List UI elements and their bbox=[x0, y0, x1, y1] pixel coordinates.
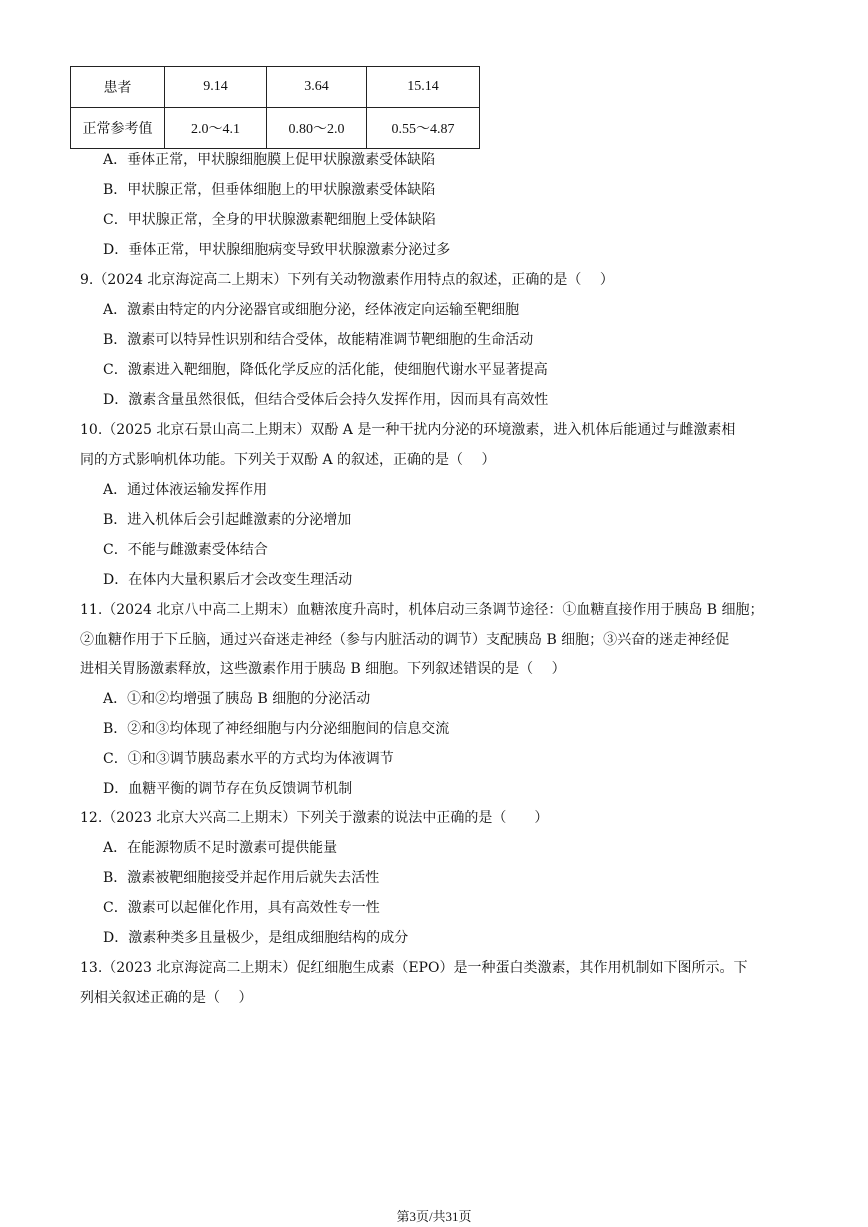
q12-option-a: A．在能源物质不足时激素可提供能量 bbox=[103, 840, 338, 856]
q10-option-a: A．通过体液运输发挥作用 bbox=[103, 482, 268, 498]
q12-option-d: D．激素种类多且量极少，是组成细胞结构的成分 bbox=[103, 930, 409, 946]
q13-stem-line-2: 列相关叙述正确的是（ ） bbox=[80, 990, 253, 1006]
q8-option-c: C．甲状腺正常，全身的甲状腺激素靶细胞上受体缺陷 bbox=[103, 212, 436, 228]
q10-option-b: B．进入机体后会引起雌激素的分泌增加 bbox=[103, 512, 352, 528]
q9-option-d: D．激素含量虽然很低，但结合受体后会持久发挥作用，因而具有高效性 bbox=[103, 392, 549, 408]
table-cell: 0.55～4.87 bbox=[367, 108, 480, 149]
table-cell: 0.80～2.0 bbox=[267, 108, 367, 149]
table-cell: 15.14 bbox=[367, 67, 480, 108]
table-cell: 9.14 bbox=[165, 67, 267, 108]
q11-option-c: C．①和③调节胰岛素水平的方式均为体液调节 bbox=[103, 751, 394, 767]
q9-option-b: B．激素可以特异性识别和结合受体，故能精准调节靶细胞的生命活动 bbox=[103, 332, 534, 348]
q9-option-a: A．激素由特定的内分泌器官或细胞分泌，经体液定向运输至靶细胞 bbox=[103, 302, 520, 318]
q11-stem-line-1: 11.（2024 北京八中高二上期末）血糖浓度升高时，机体启动三条调节途径：①血糖直接作用于胰岛 B 细胞； bbox=[80, 602, 764, 618]
q11-option-b: B．②和③均体现了神经细胞与内分泌细胞间的信息交流 bbox=[103, 721, 450, 737]
q8-option-a: A．垂体正常，甲状腺细胞膜上促甲状腺激素受体缺陷 bbox=[103, 152, 436, 168]
q11-stem-line-3: 进相关胃肠激素释放，这些激素作用于胰岛 B 细胞。下列叙述错误的是（ ） bbox=[80, 661, 566, 677]
q8-option-d: D．垂体正常，甲状腺细胞病变导致甲状腺激素分泌过多 bbox=[103, 242, 451, 258]
q10-option-d: D．在体内大量积累后才会改变生理活动 bbox=[103, 572, 353, 588]
q10-option-c: C．不能与雌激素受体结合 bbox=[103, 542, 268, 558]
q9-stem: 9.（2024 北京海淀高二上期末）下列有关动物激素作用特点的叙述，正确的是（ ） bbox=[80, 272, 614, 288]
q11-option-a: A．①和②均增强了胰岛 B 细胞的分泌活动 bbox=[103, 691, 371, 707]
q11-option-d: D．血糖平衡的调节存在负反馈调节机制 bbox=[103, 781, 353, 797]
q11-stem-line-2: ②血糖作用于下丘脑，通过兴奋迷走神经（参与内脏活动的调节）支配胰岛 B 细胞；③兴奋的迷走神经促 bbox=[80, 632, 730, 648]
table-cell: 2.0～4.1 bbox=[165, 108, 267, 149]
table-row bbox=[71, 108, 480, 149]
q10-stem-line-2: 同的方式影响机体功能。下列关于双酚 A 的叙述，正确的是（ ） bbox=[80, 452, 496, 468]
table-cell: 3.64 bbox=[267, 67, 367, 108]
q12-option-b: B．激素被靶细胞接受并起作用后就失去活性 bbox=[103, 870, 380, 886]
q12-option-c: C．激素可以起催化作用，具有高效性专一性 bbox=[103, 900, 380, 916]
q12-stem: 12.（2023 北京大兴高二上期末）下列关于激素的说法中正确的是（ ） bbox=[80, 810, 549, 826]
reference-table bbox=[70, 66, 480, 149]
q10-stem-line-1: 10.（2025 北京石景山高二上期末）双酚 A 是一种干扰内分泌的环境激素，进入机体后能通过与雌激素相 bbox=[80, 422, 736, 438]
table-row bbox=[71, 67, 480, 108]
table-cell: 正常参考值 bbox=[71, 108, 165, 149]
page-number-footer: 第3页/共31页 bbox=[396, 1209, 472, 1224]
q13-stem-line-1: 13.（2023 北京海淀高二上期末）促红细胞生成素（EPO）是一种蛋白类激素，其作用机制如下图所示。下 bbox=[80, 960, 748, 976]
table-cell: 患者 bbox=[71, 67, 165, 108]
q9-option-c: C．激素进入靶细胞，降低化学反应的活化能，使细胞代谢水平显著提高 bbox=[103, 362, 548, 378]
q8-option-b: B．甲状腺正常，但垂体细胞上的甲状腺激素受体缺陷 bbox=[103, 182, 436, 198]
